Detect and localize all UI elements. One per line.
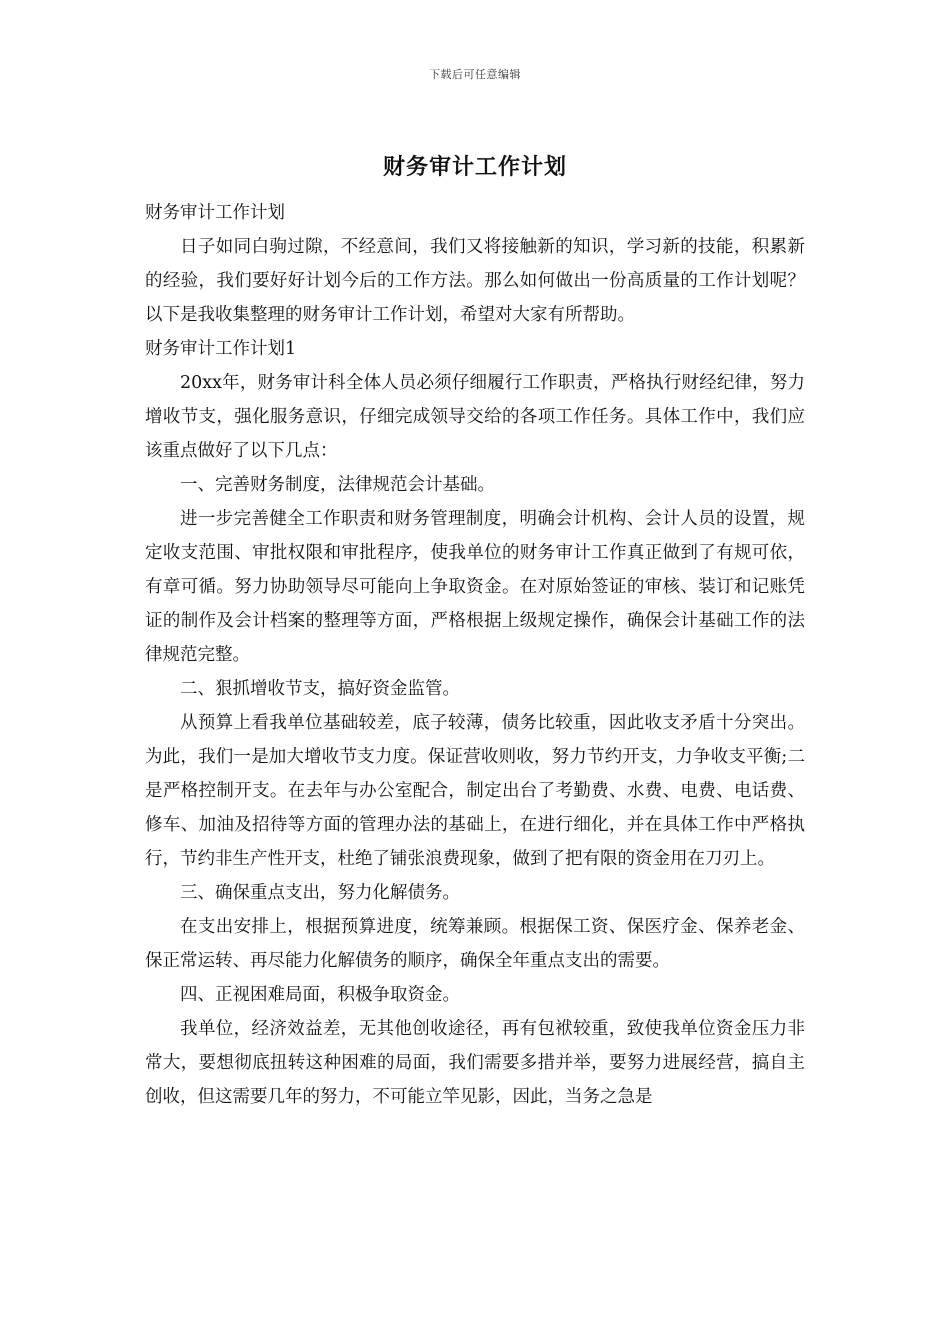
header-note: 下载后可任意编辑 [429,68,521,81]
paragraph-heading-1: 一、完善财务制度，法律规范会计基础。 [180,475,495,495]
paragraph: 从预算上看我单位基础较差，底子较薄，债务比较重，因此收支矛盾十分突出。为此，我们一是加大增收节支力度。保证营收则收，努力节约开支，力争收支平衡;二是严格控制开支。在去年与办公室配合，制定出台了考勤费、水费、电费、电话费、修车、加油及招待等方面的管理办法的基础上，在进行细化，并在具体工作中严格执行，节约非生产性开支，杜绝了铺张浪费现象，做到了把有限的资金用在刀刃上。 [145,713,805,869]
paragraph-subtitle: 财务审计工作计划 [145,203,285,223]
paragraph-intro: 日子如同白驹过隙，不经意间，我们又将接触新的知识，学习新的技能，积累新的经验，我们要好好计划今后的工作方法。那么如何做出一份高质量的工作计划呢？以下是我收集整理的财务审计工作计划，希望对大家有所帮助。 [145,237,805,325]
paragraph-heading-4: 四、正视困难局面，积极争取资金。 [180,985,460,1005]
document-body [145,196,805,1114]
paragraph: 我单位，经济效益差，无其他创收途径，再有包袱较重，致使我单位资金压力非常大，要想彻底扭转这种困难的局面，我们需要多措并举，要努力进展经营，搞自主创收，但这需要几年的努力，不可能立竿见影，因此，当务之急是 [145,1019,805,1107]
paragraph: 20xx年，财务审计科全体人员必须仔细履行工作职责，严格执行财经纪律，努力增收节支，强化服务意识，仔细完成领导交给的各项工作任务。具体工作中，我们应该重点做好了以下几点： [145,373,805,461]
paragraph-heading-2: 二、狠抓增收节支，搞好资金监管。 [180,679,460,699]
paragraph: 进一步完善健全工作职责和财务管理制度，明确会计机构、会计人员的设置，规定收支范围、审批权限和审批程序，使我单位的财务审计工作真正做到了有规可依，有章可循。努力协助领导尽可能向上争取资金。在对原始签证的审核、装订和记账凭证的制作及会计档案的整理等方面，严格根据上级规定操作，确保会计基础工作的法律规范完整。 [145,509,805,665]
paragraph: 在支出安排上，根据预算进度，统筹兼顾。根据保工资、保医疗金、保养老金、保正常运转、再尽能力化解债务的顺序，确保全年重点支出的需要。 [145,917,805,971]
document-title: 财务审计工作计划 [382,154,567,180]
paragraph-heading-3: 三、确保重点支出，努力化解债务。 [180,883,460,903]
paragraph-section-heading: 财务审计工作计划1 [145,339,297,359]
